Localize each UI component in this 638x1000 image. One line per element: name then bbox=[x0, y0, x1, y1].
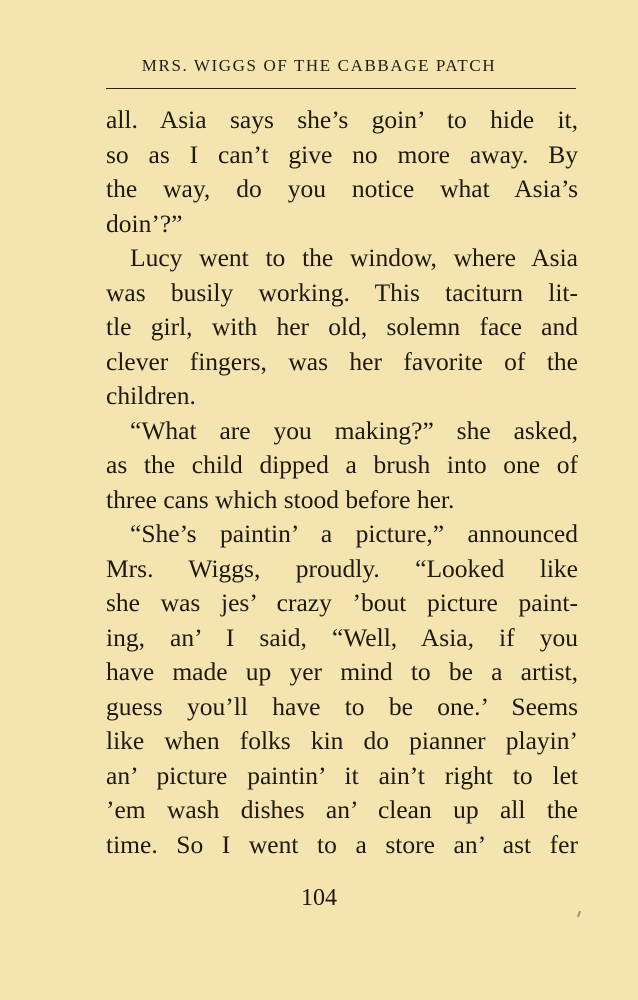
text-line: Mrs. Wiggs, proudly. “Looked like bbox=[106, 553, 578, 583]
text-line: as the child dipped a brush into one of bbox=[106, 450, 578, 479]
text-line: ’em wash dishes an’ clean up all the bbox=[106, 795, 578, 824]
text-line: clever fingers, was her favorite of the bbox=[106, 346, 578, 376]
text-line: was busily working. This taciturn lit- bbox=[106, 277, 578, 307]
page-number: 104 bbox=[301, 885, 337, 911]
text-line: doin’?” bbox=[106, 208, 183, 238]
text-line: have made up yer mind to be a artist, bbox=[106, 657, 578, 686]
text-line: the way, do you notice what Asia’s bbox=[106, 174, 578, 203]
text-line: three cans which stood before her. bbox=[106, 484, 455, 514]
text-line: “She’s paintin’ a picture,” announced bbox=[130, 519, 578, 548]
running-head: MRS. WIGGS OF THE CABBAGE PATCH bbox=[141, 56, 497, 75]
text-line: Lucy went to the window, where Asia bbox=[130, 243, 578, 272]
text-line: “What are you making?” she asked, bbox=[130, 415, 578, 445]
text-line: so as I can’t give no more away. By bbox=[106, 139, 578, 169]
text-line: time. So I went to a store an’ ast fer bbox=[106, 829, 578, 859]
text-line: ing, an’ I said, “Well, Asia, if you bbox=[106, 622, 578, 652]
header-rule bbox=[106, 88, 576, 89]
text-line: she was jes’ crazy ’bout picture paint- bbox=[106, 588, 578, 617]
text-line: tle girl, with her old, solemn face and bbox=[106, 312, 578, 341]
text-line: children. bbox=[106, 381, 196, 410]
text-line: an’ picture paintin’ it ain’t right to let bbox=[106, 760, 578, 790]
paper-speck bbox=[577, 911, 581, 917]
text-line: like when folks kin do pianner playin’ bbox=[106, 726, 578, 755]
text-line: all. Asia says she’s goin’ to hide it, bbox=[106, 105, 578, 134]
body-text bbox=[106, 103, 578, 862]
text-line: guess you’ll have to be one.’ Seems bbox=[106, 691, 578, 721]
